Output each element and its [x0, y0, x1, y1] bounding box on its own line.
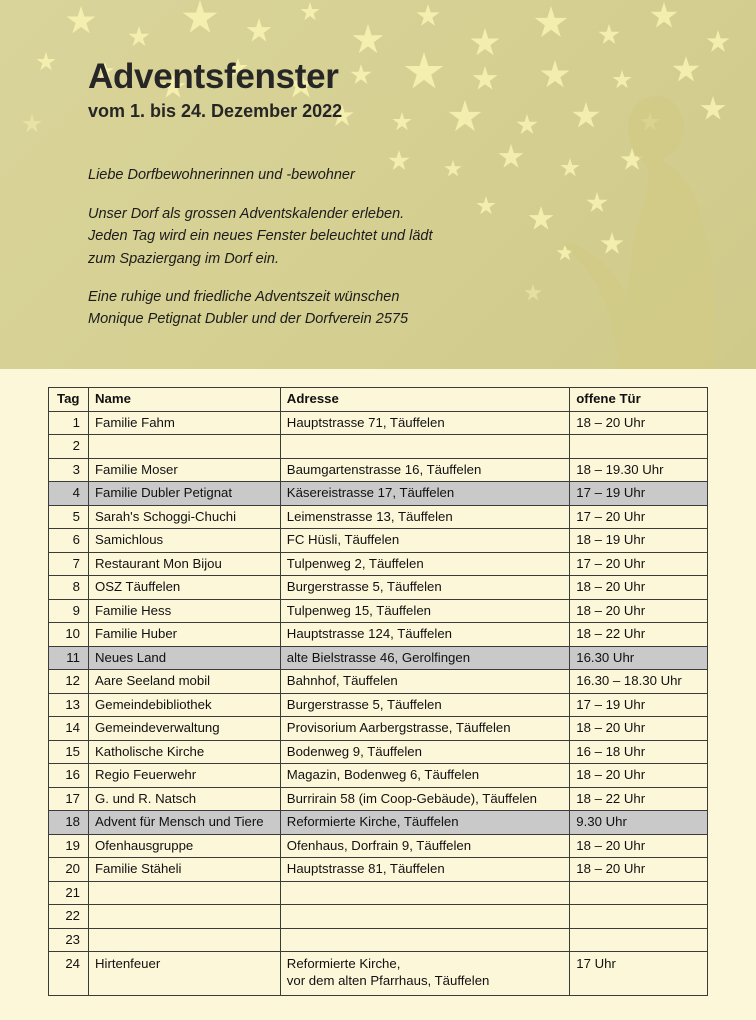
table-row [49, 458, 708, 482]
cell-tuer: 18 – 20 Uhr [570, 576, 708, 600]
cell-adresse: Käsereistrasse 17, Täuffelen [280, 482, 569, 506]
page-title: Adventsfenster [88, 57, 339, 96]
table-body [49, 411, 708, 996]
cell-tag: 3 [49, 458, 89, 482]
cell-tag: 22 [49, 905, 89, 929]
table-row [49, 576, 708, 600]
cell-tuer: 18 – 20 Uhr [570, 599, 708, 623]
cell-tuer [570, 881, 708, 905]
cell-tuer: 18 – 20 Uhr [570, 717, 708, 741]
table-row [49, 623, 708, 647]
cell-name: Familie Huber [88, 623, 280, 647]
cell-name [88, 435, 280, 459]
cell-adresse: Burgerstrasse 5, Täuffelen [280, 576, 569, 600]
cell-name: Regio Feuerwehr [88, 764, 280, 788]
table-row [49, 529, 708, 553]
cell-adresse: Magazin, Bodenweg 6, Täuffelen [280, 764, 569, 788]
cell-adresse: Bodenweg 9, Täuffelen [280, 740, 569, 764]
table-row [49, 717, 708, 741]
table-row [49, 928, 708, 952]
cell-name: Familie Fahm [88, 411, 280, 435]
cell-adresse: Hauptstrasse 124, Täuffelen [280, 623, 569, 647]
table-row [49, 411, 708, 435]
cell-tag: 15 [49, 740, 89, 764]
cell-tuer: 16 – 18 Uhr [570, 740, 708, 764]
cell-tuer: 18 – 19.30 Uhr [570, 458, 708, 482]
cell-tag: 21 [49, 881, 89, 905]
cell-tag: 11 [49, 646, 89, 670]
cell-adresse: Hauptstrasse 71, Täuffelen [280, 411, 569, 435]
cell-adresse: FC Hüsli, Täuffelen [280, 529, 569, 553]
table-row [49, 811, 708, 835]
column-header-tag: Tag [49, 388, 89, 412]
cell-tag: 23 [49, 928, 89, 952]
table-row [49, 740, 708, 764]
cell-name [88, 905, 280, 929]
cell-name: Gemeindeverwaltung [88, 717, 280, 741]
cell-adresse: Hauptstrasse 81, Täuffelen [280, 858, 569, 882]
table-row [49, 952, 708, 996]
cell-tuer: 17 Uhr [570, 952, 708, 996]
table-row [49, 787, 708, 811]
cell-tuer: 18 – 22 Uhr [570, 787, 708, 811]
cell-adresse: Ofenhaus, Dorfrain 9, Täuffelen [280, 834, 569, 858]
table-row [49, 905, 708, 929]
cell-adresse: Baumgartenstrasse 16, Täuffelen [280, 458, 569, 482]
cell-tag: 1 [49, 411, 89, 435]
cell-tag: 6 [49, 529, 89, 553]
table-row [49, 670, 708, 694]
cell-name: Aare Seeland mobil [88, 670, 280, 694]
cell-tag: 17 [49, 787, 89, 811]
cell-tag: 2 [49, 435, 89, 459]
cell-tuer: 16.30 – 18.30 Uhr [570, 670, 708, 694]
cell-tuer: 18 – 20 Uhr [570, 764, 708, 788]
cell-tag: 20 [49, 858, 89, 882]
column-header-tuer: offene Tür [570, 388, 708, 412]
cell-tuer: 9.30 Uhr [570, 811, 708, 835]
cell-name: Familie Dubler Petignat [88, 482, 280, 506]
cell-name: G. und R. Natsch [88, 787, 280, 811]
cell-name: Restaurant Mon Bijou [88, 552, 280, 576]
cell-tag: 10 [49, 623, 89, 647]
poster-header [0, 0, 756, 369]
cell-tuer: 18 – 20 Uhr [570, 411, 708, 435]
cell-name: Familie Stäheli [88, 858, 280, 882]
cell-tag: 9 [49, 599, 89, 623]
table-row [49, 764, 708, 788]
cell-tag: 4 [49, 482, 89, 506]
table-row [49, 834, 708, 858]
cell-tuer: 18 – 20 Uhr [570, 858, 708, 882]
cell-name: OSZ Täuffelen [88, 576, 280, 600]
column-header-name: Name [88, 388, 280, 412]
cell-tag: 24 [49, 952, 89, 996]
cell-adresse: alte Bielstrasse 46, Gerolfingen [280, 646, 569, 670]
table-row [49, 646, 708, 670]
advent-window-table-wrap [0, 369, 756, 996]
cell-name: Familie Moser [88, 458, 280, 482]
cell-adresse [280, 881, 569, 905]
cell-adresse: Tulpenweg 15, Täuffelen [280, 599, 569, 623]
cell-name: Gemeindebibliothek [88, 693, 280, 717]
cell-adresse: Reformierte Kirche, vor dem alten Pfarrhaus, Täuffelen [280, 952, 569, 996]
cell-adresse [280, 928, 569, 952]
cell-tag: 12 [49, 670, 89, 694]
table-header-row [49, 388, 708, 412]
cell-tuer: 16.30 Uhr [570, 646, 708, 670]
column-header-adresse: Adresse [280, 388, 569, 412]
table-row [49, 482, 708, 506]
cell-name: Ofenhausgruppe [88, 834, 280, 858]
cell-adresse: Burgerstrasse 5, Täuffelen [280, 693, 569, 717]
table-row [49, 693, 708, 717]
table-row [49, 881, 708, 905]
cell-name: Advent für Mensch und Tiere [88, 811, 280, 835]
cell-adresse: Burrirain 58 (im Coop-Gebäude), Täuffelen [280, 787, 569, 811]
cell-tag: 7 [49, 552, 89, 576]
cell-name [88, 928, 280, 952]
intro-text [88, 164, 756, 331]
table-row [49, 552, 708, 576]
cell-tag: 5 [49, 505, 89, 529]
page-subtitle: vom 1. bis 24. Dezember 2022 [88, 100, 343, 121]
cell-tag: 8 [49, 576, 89, 600]
cell-tag: 14 [49, 717, 89, 741]
cell-tuer: 18 – 22 Uhr [570, 623, 708, 647]
cell-adresse [280, 435, 569, 459]
cell-tag: 16 [49, 764, 89, 788]
cell-tuer [570, 905, 708, 929]
cell-name: Neues Land [88, 646, 280, 670]
cell-tuer: 18 – 20 Uhr [570, 834, 708, 858]
cell-adresse: Tulpenweg 2, Täuffelen [280, 552, 569, 576]
cell-adresse [280, 905, 569, 929]
table-row [49, 505, 708, 529]
cell-tuer: 17 – 20 Uhr [570, 552, 708, 576]
cell-tuer: 17 – 20 Uhr [570, 505, 708, 529]
cell-tuer: 18 – 19 Uhr [570, 529, 708, 553]
cell-tuer: 17 – 19 Uhr [570, 693, 708, 717]
cell-name [88, 881, 280, 905]
intro-paragraph: Eine ruhige und friedliche Adventszeit wünschen Monique Petignat Dubler und der Dorfverein 2575 [88, 288, 409, 328]
cell-name: Familie Hess [88, 599, 280, 623]
intro-paragraph: Liebe Dorfbewohnerinnen und -bewohner [88, 167, 355, 184]
cell-name: Katholische Kirche [88, 740, 280, 764]
cell-adresse: Leimenstrasse 13, Täuffelen [280, 505, 569, 529]
cell-tag: 18 [49, 811, 89, 835]
intro-paragraph: Unser Dorf als grossen Adventskalender erleben. Jeden Tag wird ein neues Fenster beleuchtet und lädt zum Spaziergang im Dorf ein. [88, 205, 433, 267]
cell-name: Samichlous [88, 529, 280, 553]
cell-name: Sarah's Schoggi-Chuchi [88, 505, 280, 529]
table-row [49, 858, 708, 882]
table-row [49, 599, 708, 623]
cell-adresse: Reformierte Kirche, Täuffelen [280, 811, 569, 835]
cell-adresse: Provisorium Aarbergstrasse, Täuffelen [280, 717, 569, 741]
cell-tag: 13 [49, 693, 89, 717]
advent-window-table [48, 387, 708, 996]
cell-name: Hirtenfeuer [88, 952, 280, 996]
cell-tag: 19 [49, 834, 89, 858]
cell-tuer [570, 435, 708, 459]
cell-tuer [570, 928, 708, 952]
cell-tuer: 17 – 19 Uhr [570, 482, 708, 506]
cell-adresse: Bahnhof, Täuffelen [280, 670, 569, 694]
table-row [49, 435, 708, 459]
